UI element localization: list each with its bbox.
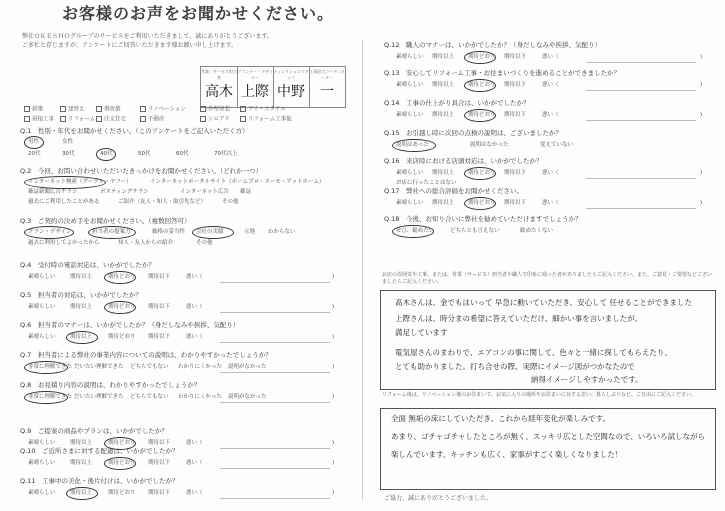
q2-option[interactable]: 雑誌 xyxy=(240,189,252,195)
rating-option[interactable]: 期待以下 xyxy=(148,334,171,340)
answer-line[interactable] xyxy=(220,342,330,343)
paren-close: ) xyxy=(332,440,335,446)
rating-option[interactable]: 悪い（ xyxy=(542,200,559,206)
rating-option[interactable]: 覚えていない xyxy=(540,142,574,148)
answer-line[interactable] xyxy=(220,468,330,469)
rating-option[interactable]: 素晴らしい xyxy=(28,274,56,280)
rating-option[interactable]: 期待以上 xyxy=(70,440,93,446)
rating-option[interactable]: どちらとも言えない xyxy=(450,228,500,234)
rating-option[interactable]: わかりにくかった xyxy=(178,394,223,400)
staff-header-sales: 営業・サービス担当者 xyxy=(201,69,237,80)
answer-line[interactable] xyxy=(220,312,330,313)
footer-thanks: ご協力、誠にありがとうございました。 xyxy=(384,495,493,502)
rating-option[interactable]: 期待以下 xyxy=(148,460,171,466)
rating-option[interactable]: 説明はなかった xyxy=(470,142,509,148)
q2-option[interactable]: インターネット検索（グーグル・ヤフー） xyxy=(28,179,132,185)
rating-option[interactable]: 期待以上 xyxy=(432,82,455,88)
rating-option[interactable]: 期待どおり xyxy=(468,112,496,118)
answer-circle xyxy=(24,176,106,189)
rating-option[interactable]: 悪い（ xyxy=(186,490,203,496)
q3-option[interactable]: その他 xyxy=(196,240,213,246)
q2-option[interactable]: その他 xyxy=(222,199,239,205)
q3-option[interactable]: わからない xyxy=(268,229,296,235)
rating-option[interactable]: 非常に理解できた xyxy=(28,394,73,400)
staff-table xyxy=(200,66,346,108)
service-type[interactable]: リフォーム工事他 xyxy=(248,116,292,123)
rating-option[interactable]: わかりにくかった xyxy=(178,364,223,370)
rating-option[interactable]: 説明はあった xyxy=(396,142,429,148)
answer-line[interactable] xyxy=(586,208,696,209)
answer-circle xyxy=(96,148,116,161)
rating-option[interactable]: 悪い（ xyxy=(542,82,559,88)
rating-option[interactable]: 期待以下 xyxy=(504,200,527,206)
rating-option[interactable]: 期待以下 xyxy=(148,440,171,446)
q1-sex-male[interactable]: 男性 xyxy=(28,139,40,145)
free1-line: 電気屋さんのまわりで、エアコンの事に関して、色々と一緒に探してもらえたり、 xyxy=(395,348,672,357)
paren-close: ) xyxy=(700,54,703,60)
rating-option[interactable]: 期待以上 xyxy=(432,200,455,206)
rating-option[interactable]: どちらでもない xyxy=(130,394,169,400)
answer-circle xyxy=(464,197,496,210)
paren-close: ) xyxy=(332,274,335,280)
paren-close: ) xyxy=(332,490,335,496)
rating-option[interactable]: 期待以下 xyxy=(504,82,527,88)
question-label: Q.15 お引越し時に次回の点検の説明は、ございましたか？ xyxy=(384,129,562,137)
rating-option[interactable]: 期待どおり xyxy=(108,440,136,446)
rating-option[interactable]: 悪い（ xyxy=(186,304,203,310)
rating-option[interactable]: 非常に理解できた xyxy=(28,364,73,370)
answer-circle xyxy=(104,271,136,284)
answer-line[interactable] xyxy=(586,90,696,91)
staff-header-director: ディレクションスタッフ xyxy=(273,69,309,80)
answer-circle xyxy=(24,391,68,404)
question-label: Q.14 工事の仕上がり具合は、いかがでしたか？ xyxy=(384,99,530,107)
paren-close: ) xyxy=(700,200,703,206)
answer-circle xyxy=(104,301,136,314)
rating-option[interactable]: 素晴らしい xyxy=(396,112,424,118)
rating-option[interactable]: 期待以下 xyxy=(148,490,171,496)
answer-line[interactable] xyxy=(220,448,330,449)
rating-option[interactable]: 悪い（ xyxy=(542,54,559,60)
rating-option[interactable]: 素晴らしい xyxy=(396,170,424,176)
rating-option[interactable]: お店に行ったことはない xyxy=(396,180,457,186)
free1-box[interactable] xyxy=(380,290,716,390)
q1-age[interactable]: 60代 xyxy=(176,151,189,157)
rating-option[interactable]: 期待以下 xyxy=(504,54,527,60)
rating-option[interactable]: 素晴らしい xyxy=(28,460,56,466)
rating-option[interactable]: 期待以上 xyxy=(432,54,455,60)
q3-option[interactable]: プラン・デザイン xyxy=(28,229,72,235)
service-type[interactable]: 不動産 xyxy=(148,116,165,123)
answer-circle xyxy=(464,167,496,180)
answer-line[interactable] xyxy=(586,62,696,63)
rating-option[interactable]: 悪い（ xyxy=(542,170,559,176)
service-type[interactable]: 新築 xyxy=(32,106,44,113)
question-label: Q.9 ご提案の商品やプランは、いかがでしたか？ xyxy=(20,427,168,435)
question-label: Q.5 担当者の対応は、いかがでしたか？ xyxy=(20,291,142,299)
rating-option[interactable]: 悪い（ xyxy=(186,440,203,446)
service-type[interactable]: リフォーム xyxy=(68,116,96,123)
rating-option[interactable]: ぜひ、勧めたい xyxy=(396,228,435,234)
free2-line: あまり、ゴチャゴチャしたところが無く、スッキリ広とした空間なので、いろいろ試しながら xyxy=(391,432,706,441)
q3-option[interactable]: 価格の妥当性 xyxy=(152,229,186,235)
rating-option[interactable]: 期待以上 xyxy=(70,334,93,340)
answer-line[interactable] xyxy=(220,402,330,403)
rating-option[interactable]: 期待どおり xyxy=(108,460,136,466)
q2-option[interactable]: ポスティングチラシ xyxy=(100,189,149,195)
intro-line-2: ご多忙と存じますが、アンケートにご回答いただきます様お願い申し上げます。 xyxy=(22,42,238,49)
q2-option[interactable]: インターネット広告 xyxy=(180,189,230,195)
rating-option[interactable]: 悪い（ xyxy=(542,112,559,118)
rating-option[interactable]: 説明がなかった xyxy=(228,394,267,400)
paren-close: ) xyxy=(332,304,335,310)
staff-name-sales: 高木 xyxy=(205,84,233,100)
rating-option[interactable]: 説明がなかった xyxy=(228,364,267,370)
q2-label: Q.2 今回、お問い合わせいただいたきっかけをお聞かせください。（どれか一つ） xyxy=(20,167,263,175)
question-label: Q.7 担当者による弊社の事業内容についての説明は、わかりやすかったでしょうか？ xyxy=(20,351,272,359)
q2-option[interactable]: 雑誌新聞広告チラシ xyxy=(28,189,78,195)
q1-age[interactable]: 40代 xyxy=(100,151,113,157)
q1-age[interactable]: 70代以上 xyxy=(214,151,238,157)
answer-line[interactable] xyxy=(220,498,330,499)
service-type[interactable]: 増改築 xyxy=(104,106,121,113)
rating-option[interactable]: 期待どおり xyxy=(468,54,496,60)
rating-option[interactable]: 期待以上 xyxy=(70,460,93,466)
question-label: Q.12 職人のマナーは、いかがでしたか？（身だしなみや挨拶、気配り） xyxy=(384,41,601,49)
answer-circle xyxy=(464,109,496,122)
answer-circle xyxy=(392,225,434,238)
q1-label: Q.1 性別・年代をお聞かせください。（このアンケートをご記入いただく方） xyxy=(20,127,249,135)
rating-option[interactable]: 期待以下 xyxy=(504,112,527,118)
rating-option[interactable]: 悪い（ xyxy=(186,460,203,466)
q3-option[interactable]: 知人・友人からの紹介 xyxy=(118,240,174,246)
answer-line[interactable] xyxy=(220,282,330,283)
rating-option[interactable]: 期待どおり xyxy=(108,274,136,280)
q2-option[interactable]: ご紹介（友人・知人・取引先など） xyxy=(118,199,207,205)
rating-option[interactable]: どちらでもない xyxy=(130,364,169,370)
question-label: Q.17 弊社への総合評価をお聞かせください。 xyxy=(384,187,523,195)
paren-close: ) xyxy=(332,364,335,370)
answer-circle xyxy=(66,487,98,500)
rating-option[interactable]: 期待以下 xyxy=(148,304,171,310)
question-label: Q.6 担当者のマナーは、いかがでしたか？（身だしなみや挨拶、気配り） xyxy=(20,321,240,329)
free1-line: 高木さんは、金でもはいって 早急に動いていただき、安心して 任せることができました xyxy=(395,298,692,307)
paren-close: ) xyxy=(700,112,703,118)
q2-option[interactable]: インターネットポータルサイト（ホームプロ・スーモ・アットホーム） xyxy=(150,179,325,185)
question-label: Q.13 安心してリフォーム工事・お住まいづくりを進めることができましたか？ xyxy=(384,69,621,77)
rating-option[interactable]: 素晴らしい xyxy=(28,304,56,310)
paren-close: ) xyxy=(332,334,335,340)
answer-circle xyxy=(24,361,68,374)
rating-option[interactable]: 期待以上 xyxy=(70,274,93,280)
staff-name-coordinator: 一 xyxy=(320,84,334,100)
staff-header-coordinator: 工事担当コーディネーター xyxy=(309,69,345,80)
q3-option[interactable]: 立地 xyxy=(244,229,256,235)
free1-label: お店の雰囲気や工事、または、営業（サービス）担当者や職人で印象に残った者がありましたらご記入ください。また、ご意見・ご要望などございましたらご記入ください。 xyxy=(382,272,713,285)
paren-close: ) xyxy=(332,460,335,466)
service-type[interactable]: リノベーション xyxy=(148,106,186,113)
service-type[interactable]: 建替え xyxy=(68,106,85,113)
question-label: Q.4 受付時の電話対応は、いかがでしたか？ xyxy=(20,261,155,269)
q1-age[interactable]: 20代 xyxy=(28,151,41,157)
rating-option[interactable]: 期待以上 xyxy=(432,112,455,118)
q1-age[interactable]: 30代 xyxy=(62,151,75,157)
paren-close: ) xyxy=(700,170,703,176)
free1-line: 納得イメージしやすかったです。 xyxy=(531,375,643,384)
rating-option[interactable]: 悪い（ xyxy=(186,334,203,340)
rating-option[interactable]: だいたい理解できた xyxy=(74,364,124,370)
staff-name-planner: 上際 xyxy=(241,84,269,100)
rating-option[interactable]: 期待どおり xyxy=(468,170,496,176)
paren-close: ) xyxy=(700,82,703,88)
free2-line: 全面 無垢の床にしていただき、これから経年変化が楽しみです。 xyxy=(391,414,610,423)
page-title: お客様のお声をお聞かせください。 xyxy=(62,4,335,23)
rating-option[interactable]: 期待どおり xyxy=(108,334,136,340)
q1-age[interactable]: 50代 xyxy=(138,151,151,157)
free2-box[interactable] xyxy=(380,408,716,490)
rating-option[interactable]: 素晴らしい xyxy=(28,334,56,340)
answer-circle xyxy=(464,51,496,64)
rating-option[interactable]: 期待どおり xyxy=(468,200,496,206)
rating-option[interactable]: 期待以下 xyxy=(504,170,527,176)
staff-name-director: 中野 xyxy=(277,84,305,100)
free2-line: 楽しんでいます。キッチンも広く、家事がすごく楽しくなりました！ xyxy=(391,450,623,459)
rating-option[interactable]: 期待以下 xyxy=(148,274,171,280)
answer-circle xyxy=(464,79,496,92)
answer-circle xyxy=(88,226,136,239)
service-type[interactable]: アイ・スタイル xyxy=(248,106,286,113)
q3-option[interactable]: 会社の実績 xyxy=(196,229,224,235)
question-label: Q.16 来店時における店頭対応は、いかがでしたか？ xyxy=(384,157,543,165)
service-type[interactable]: 外壁塗装 xyxy=(208,106,231,113)
staff-header-planner: プランナー・デザイナー xyxy=(237,69,273,80)
rating-option[interactable]: 素晴らしい xyxy=(396,82,424,88)
rating-option[interactable]: 期待以上 xyxy=(432,170,455,176)
question-label: Q.11 工事中の美化・後片付けは、いかがでしたか？ xyxy=(20,477,179,485)
column-divider xyxy=(362,40,363,500)
intro-line-1: 弊社ＯＫＥＳＨＯグループのサービスをご利用いただきまして、誠にありがとうございます。 xyxy=(22,33,273,40)
question-label: Q.18 今後、お知り合いに弊社を勧めていただけますでしょうか？ xyxy=(384,215,582,223)
paren-close: ) xyxy=(332,394,335,400)
service-type[interactable]: 注文住宅 xyxy=(104,116,127,123)
answer-circle xyxy=(104,457,136,470)
service-type[interactable]: シロアリ xyxy=(208,116,230,123)
rating-option[interactable]: だいたい理解できた xyxy=(74,394,124,400)
rating-option[interactable]: 素晴らしい xyxy=(28,490,56,496)
free1-line: 上際さんは、時分まの希望に答えていただけ、細かい事を言いましたが、 xyxy=(395,314,643,323)
rating-option[interactable]: 素晴らしい xyxy=(396,54,424,60)
answer-circle xyxy=(66,331,98,344)
rating-option[interactable]: 素晴らしい xyxy=(28,440,56,446)
rating-option[interactable]: 期待どおり xyxy=(108,304,136,310)
question-label: Q.8 お見積り内容の説明は、わかりやすかったでしょうか？ xyxy=(20,381,201,389)
answer-circle xyxy=(24,136,44,149)
rating-option[interactable]: 勧めたくない xyxy=(520,228,554,234)
free1-line: とても助かりました。打ち合せの際、実際にイメージ図がつかなたので xyxy=(395,362,635,371)
question-label: Q.10 ご近所さまに対する配慮は、いかがでしたか？ xyxy=(20,447,179,455)
answer-circle xyxy=(392,139,436,152)
answer-line[interactable] xyxy=(220,372,330,373)
free1-line: 満足しています xyxy=(395,328,448,337)
answer-line[interactable] xyxy=(586,120,696,121)
q3-label: Q.3 ご契約の決め手をお聞かせください。（複数回答可） xyxy=(20,217,191,225)
rating-option[interactable]: 期待どおり xyxy=(468,82,496,88)
rating-option[interactable]: 悪い（ xyxy=(186,274,203,280)
q3-option[interactable]: 担当者の提案力 xyxy=(92,229,131,235)
answer-circle xyxy=(24,226,74,239)
q1-sex-female[interactable]: 女性 xyxy=(62,139,74,145)
q2-option[interactable]: 過去にご利用したことがある xyxy=(28,199,100,205)
q3-option[interactable]: 過去に利用してよかったから xyxy=(28,240,100,246)
answer-circle xyxy=(192,226,234,239)
rating-option[interactable]: 期待どおり xyxy=(108,490,136,496)
rating-option[interactable]: 素晴らしい xyxy=(396,200,424,206)
rating-option[interactable]: 期待以上 xyxy=(70,490,93,496)
free2-label: リフォーム後は、リノベーション後のお住まいで、お気に入りの場所やお住まいに対する思い、暮らしぶりなど、ご自由にご記入ください。 xyxy=(382,392,697,398)
service-type[interactable]: 屋根工事 xyxy=(32,116,55,123)
rating-option[interactable]: 期待以上 xyxy=(70,304,93,310)
answer-line[interactable] xyxy=(586,178,696,179)
